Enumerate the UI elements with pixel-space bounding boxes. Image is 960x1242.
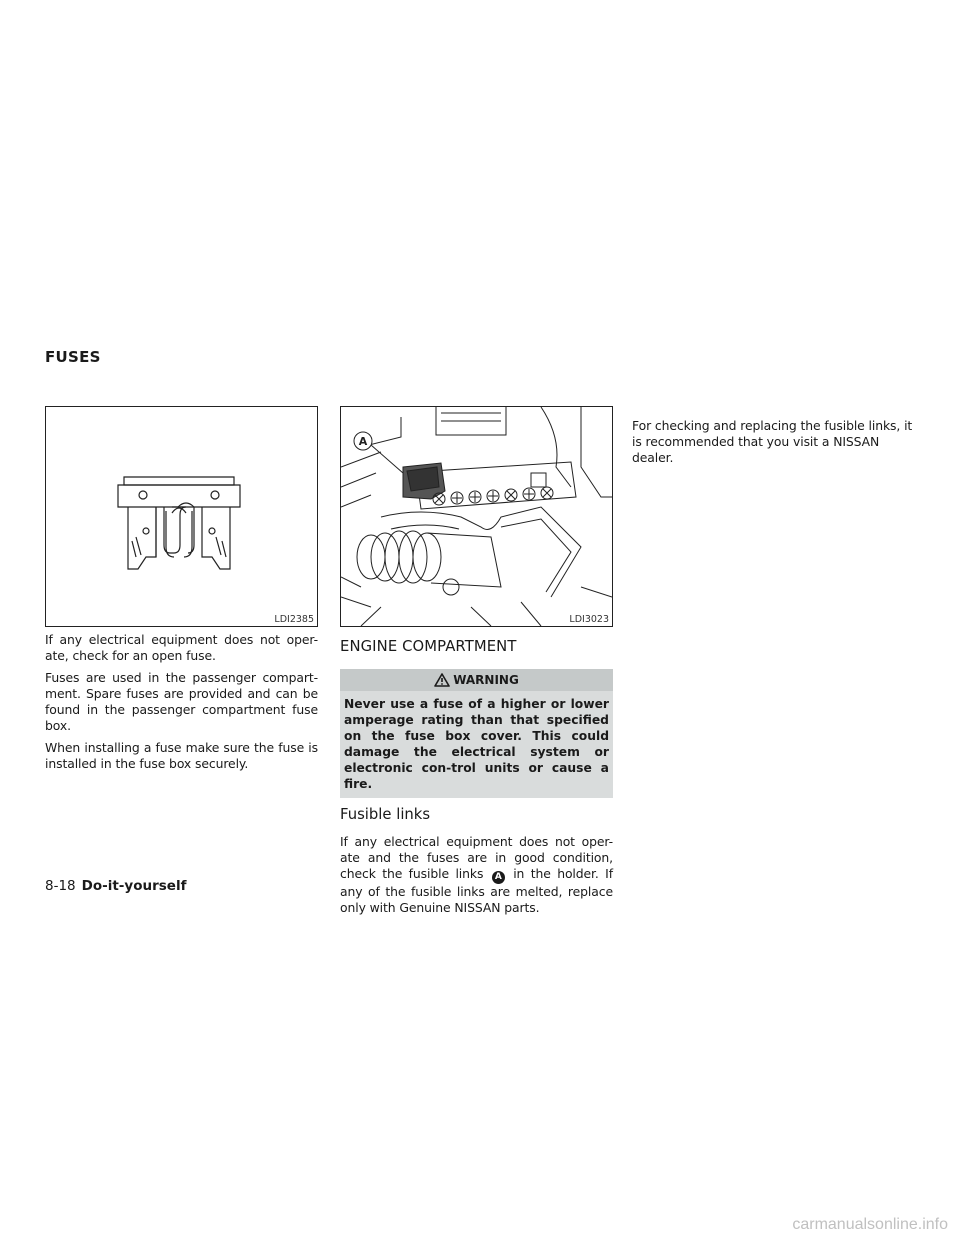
warning-title: WARNING [453,673,519,687]
figure-label: LDI3023 [569,614,609,625]
fuse-figure [45,406,318,627]
warning-text: Never use a fuse of a higher or lower amperage rating than that specified on the fuse box cover. This could damage the electrical system or electronic con-trol units or cause a fire. [344,697,609,791]
page-footer [45,878,186,894]
callout-a-badge: A [492,871,505,884]
warning-header [340,669,613,691]
column-right [632,418,915,472]
paragraph-nissan-dealer: For checking and replacing the fusible links, it is recommended that you visit a NISSAN dealer. [632,418,913,465]
paragraph-open-fuse: If any electrical equipment does not oper-ate, check for an open fuse. [45,632,318,663]
engine-illustration [341,407,612,626]
column-left [45,406,318,778]
fusible-links-text-start: If any electrical equipment does not oper-ate and the fuses are in good condition, check the fusible links [340,834,613,881]
engine-compartment-figure [340,406,613,627]
figure-label: LDI2385 [274,614,314,625]
chapter-title: Do-it-yourself [81,878,187,894]
column-middle [340,406,613,922]
fuse-illustration [46,407,317,626]
warning-box [340,669,613,798]
engine-compartment-heading: ENGINE COMPARTMENT [340,638,517,655]
section-title: FUSES [45,348,101,366]
warning-triangle-icon [434,673,450,687]
watermark: carmanualsonline.info [792,1216,948,1233]
fusible-links-heading: Fusible links [340,806,431,823]
paragraph-install-fuse: When installing a fuse make sure the fuse is installed in the fuse box securely. [45,740,318,771]
figure-callout-a: A [358,435,368,448]
paragraph-fusible-links [340,834,613,916]
paragraph-fuse-location: Fuses are used in the passenger compart-ment. Spare fuses are provided and can be found in the passenger compartment fuse box. [45,670,318,733]
page-number: 8-18 [45,878,76,894]
fusible-links-text-end: in the holder. If any of the fusible links are melted, replace only with Genuine NISSAN parts. [340,866,614,915]
